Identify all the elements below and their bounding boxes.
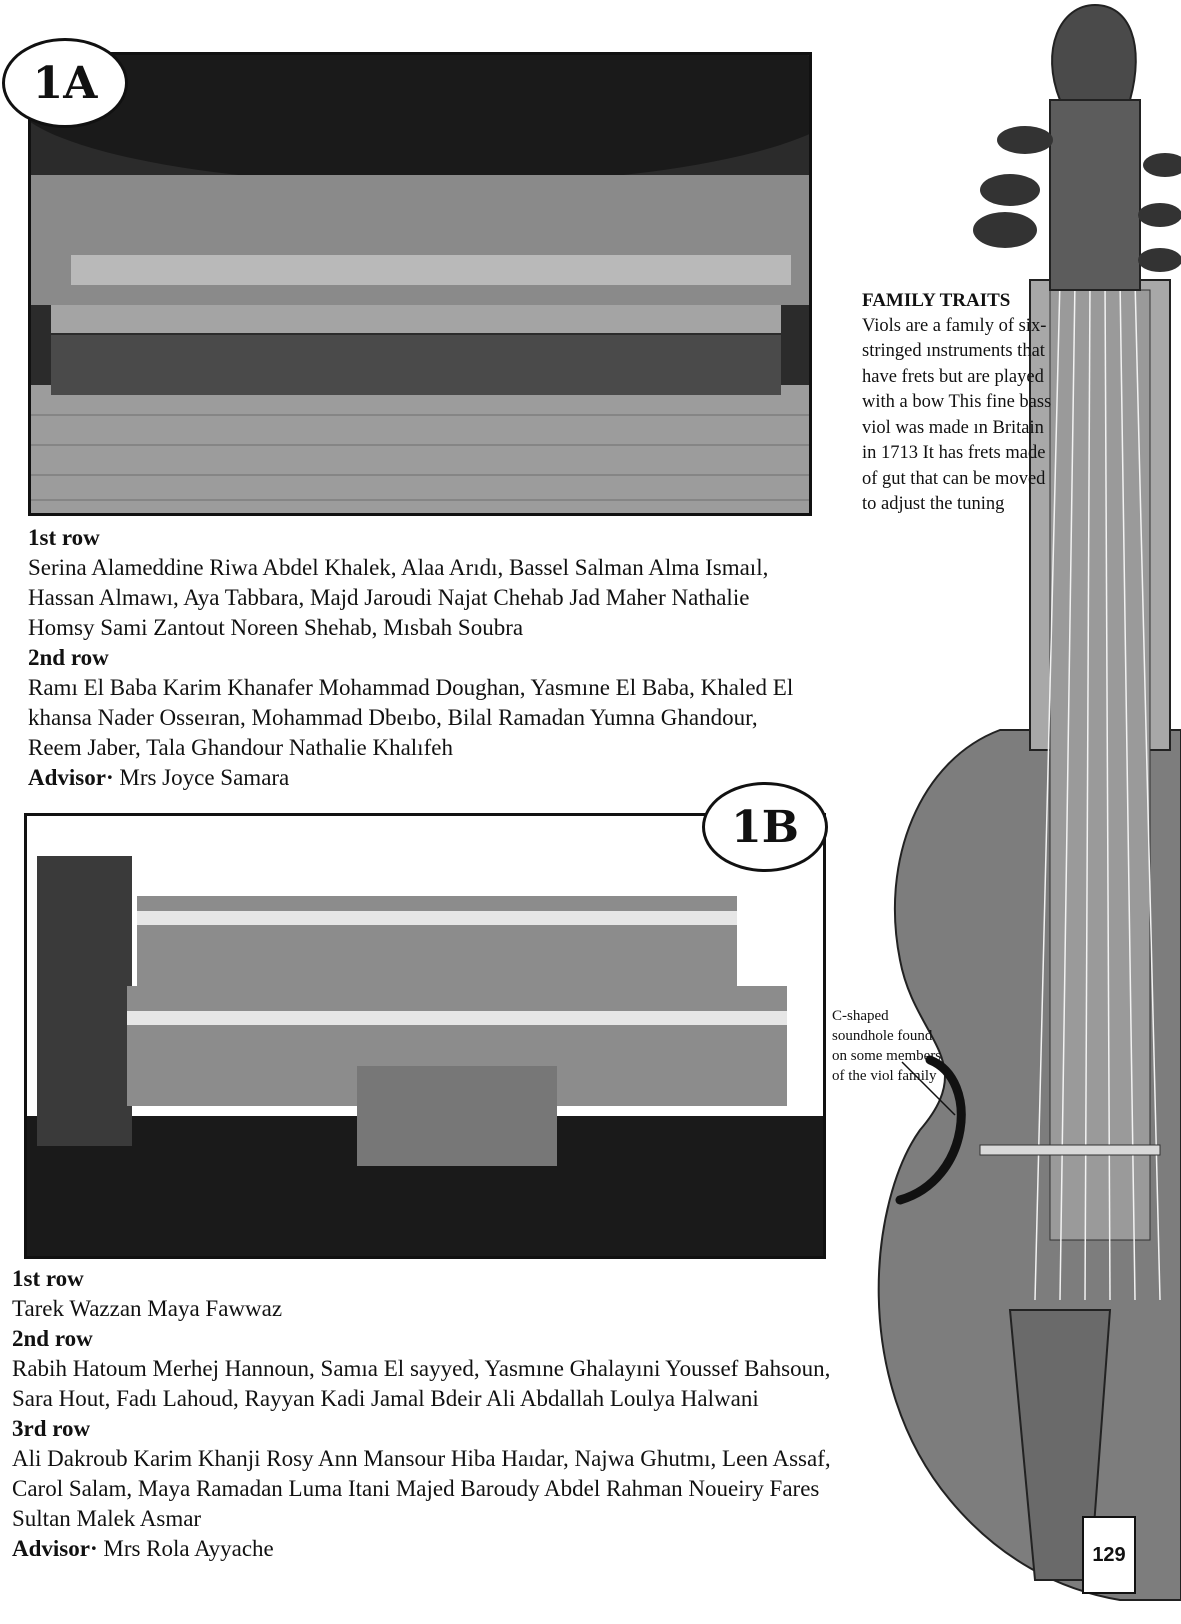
class-1a-second-row-names: Ramı El Baba Karim Khanafer Mohammad Doughan, Yasmıne El Baba, Khaled El khansa Nader Osseıran, Mohammad Dbeıbo, Bilal Ramadan Yumna Ghandour, Reem Jaber, Tala Ghandour Nathalie Khalıfeh xyxy=(28,675,794,760)
class-1b-advisor-name: Mrs Rola Ayyache xyxy=(103,1536,274,1561)
family-traits-text: Viols are a famıly of six-stringed ınstruments that have frets but are played with a bow This fine bass viol was made ın Britain in 1713 It has frets made of gut that can be moved to adjust the tuning xyxy=(862,315,1052,514)
family-traits-title: FAMILY TRAITS xyxy=(862,290,1011,311)
class-1b-names xyxy=(12,1264,872,1564)
class-1a-photo-graphic xyxy=(31,55,809,513)
class-1b-first-row-names: Tarek Wazzan Maya Fawwaz xyxy=(12,1296,283,1321)
class-1b-advisor-label: Advisor· xyxy=(12,1536,98,1561)
family-traits-box xyxy=(862,288,1052,518)
class-1a-advisor xyxy=(28,763,798,793)
class-1b-advisor xyxy=(12,1534,872,1564)
class-1a-first-row-names: Serina Alameddine Riwa Abdel Khalek, Alaa Arıdı, Bassel Salman Alma Ismaıl, Hassan Almawı, Aya Tabbara, Majd Jaroudi Najat Chehab Jad Maher Nathalie Homsy Sami Zantout Noreen Shehab, Mısbah Soubra xyxy=(28,555,769,640)
page-number: 129 xyxy=(1082,1516,1136,1594)
class-1b-second-row-heading: 2nd row xyxy=(12,1326,93,1351)
class-1b-third-row-names: Ali Dakroub Karim Khanji Rosy Ann Mansour Hiba Haıdar, Najwa Ghutmı, Leen Assaf, Carol Salam, Maya Ramadan Luma Itani Majed Baroudy Abdel Rahman Noueiry Fares Sultan Malek Asmar xyxy=(12,1446,831,1531)
class-1a-advisor-label: Advisor· xyxy=(28,765,114,790)
class-1b-first-row-heading: 1st row xyxy=(12,1266,84,1291)
class-1b-photo-graphic xyxy=(27,816,823,1256)
class-1b-third-row-heading: 3rd row xyxy=(12,1416,91,1441)
class-1a-first-row-heading: 1st row xyxy=(28,525,100,550)
class-1a-photo xyxy=(28,52,812,516)
class-1a-second-row-heading: 2nd row xyxy=(28,645,109,670)
class-1a-badge: 1A xyxy=(2,38,128,128)
class-1b-second-row-names: Rabih Hatoum Merhej Hannoun, Samıa El sayyed, Yasmıne Ghalayıni Youssef Bahsoun, Sara Hout, Fadı Lahoud, Rayyan Kadi Jamal Bdeir Ali Abdallah Loulya Halwani xyxy=(12,1356,831,1411)
class-1b-badge: 1B xyxy=(702,782,828,872)
class-1a-advisor-name: Mrs Joyce Samara xyxy=(119,765,290,790)
soundhole-caption: C-shaped soundhole found on some members of the viol family xyxy=(832,1008,942,1084)
class-1b-photo xyxy=(24,813,826,1259)
class-1a-names xyxy=(28,523,798,793)
bass-viol-illustration xyxy=(860,0,1181,1624)
